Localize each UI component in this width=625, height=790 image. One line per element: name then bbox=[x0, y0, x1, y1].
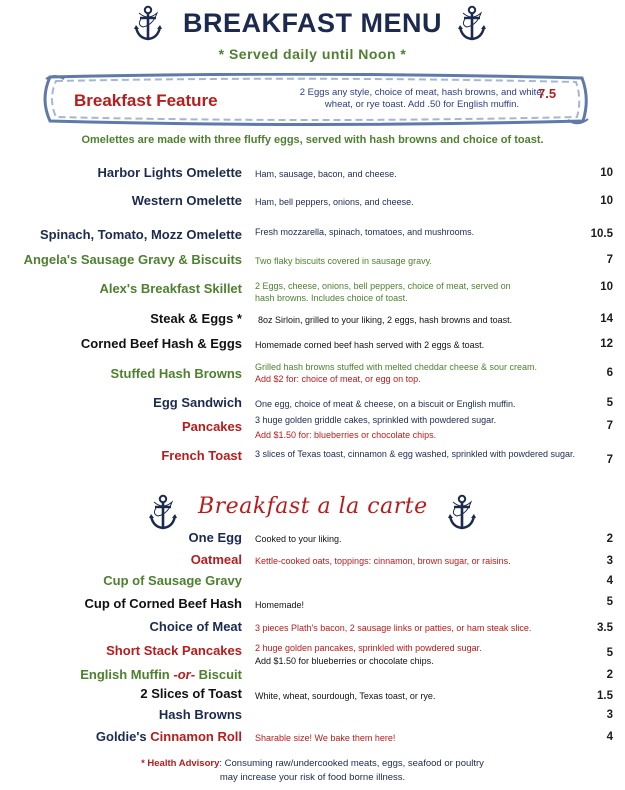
item-name: Egg Sandwich bbox=[153, 395, 242, 410]
item-description: Ham, sausage, bacon, and cheese. bbox=[255, 169, 397, 179]
item-price: 14 bbox=[600, 313, 613, 325]
alacarte-item-name bbox=[96, 729, 242, 744]
health-advisory-line1: : Consuming raw/undercooked meats, eggs, seafood or poultry bbox=[219, 758, 484, 769]
alacarte-item-description: White, wheat, sourdough, Texas toast, or rye. bbox=[255, 691, 436, 701]
item-price: 10.5 bbox=[590, 228, 613, 240]
alacarte-item-price: 1.5 bbox=[597, 690, 613, 702]
page-title: BREAKFAST MENU bbox=[182, 8, 442, 38]
item-price: 7 bbox=[606, 254, 613, 266]
item-name: Stuffed Hash Browns bbox=[110, 366, 242, 381]
item-description: Homemade corned beef hash served with 2 eggs & toast. bbox=[255, 340, 485, 350]
alacarte-item-description: 3 pieces Plath's bacon, 2 sausage links or patties, or ham steak slice. bbox=[255, 623, 532, 633]
item-price: 10 bbox=[600, 167, 613, 179]
item-description: Ham, bell peppers, onions, and cheese. bbox=[255, 197, 414, 207]
item-name: Harbor Lights Omelette bbox=[97, 165, 242, 180]
item-add-on: Add $2 for: choice of meat, or egg on top. bbox=[255, 374, 421, 384]
cinnamon-roll-label: Cinnamon Roll bbox=[150, 729, 242, 744]
anchor-icon bbox=[148, 494, 178, 532]
alacarte-item-name: Cup of Sausage Gravy bbox=[103, 573, 242, 588]
item-description: One egg, choice of meat & cheese, on a biscuit or English muffin. bbox=[255, 399, 516, 409]
item-description: 3 huge golden griddle cakes, sprinkled with powdered sugar. bbox=[255, 415, 497, 425]
item-description: Fresh mozzarella, spinach, tomatoes, and mushrooms. bbox=[255, 227, 475, 237]
alacarte-item-name: Oatmeal bbox=[190, 552, 242, 567]
alacarte-item-description: Kettle-cooked oats, toppings: cinnamon, brown sugar, or raisins. bbox=[255, 556, 511, 566]
alacarte-item-name bbox=[80, 667, 242, 682]
alacarte-item-price: 5 bbox=[606, 647, 613, 659]
item-add-on: Add $1.50 for: blueberries or chocolate chips. bbox=[255, 430, 437, 440]
biscuit-label: Biscuit bbox=[195, 667, 242, 682]
item-name: Spinach, Tomato, Mozz Omelette bbox=[39, 227, 242, 242]
feature-description: 2 Eggs any style, choice of meat, hash browns, and white, wheat, or rye toast. Add .50 for English muffin. bbox=[299, 87, 545, 110]
item-description: 8oz Sirloin, grilled to your liking, 2 eggs, hash browns and toast. bbox=[258, 315, 513, 325]
item-price: 6 bbox=[606, 367, 613, 379]
item-name: Angela's Sausage Gravy & Biscuits bbox=[23, 252, 242, 267]
served-note: * Served daily until Noon * bbox=[218, 46, 407, 62]
health-advisory bbox=[0, 757, 625, 785]
item-description: Two flaky biscuits covered in sausage gravy. bbox=[255, 256, 432, 266]
alacarte-item-price: 3 bbox=[606, 709, 613, 721]
item-description: Grilled hash browns stuffed with melted cheddar cheese & sour cream. bbox=[255, 362, 537, 372]
anchor-icon bbox=[447, 494, 477, 532]
feature-price: 7.5 bbox=[538, 86, 557, 101]
item-name: Steak & Eggs * bbox=[150, 311, 242, 326]
item-name: Pancakes bbox=[182, 419, 242, 434]
alacarte-item-name: Hash Browns bbox=[158, 707, 242, 722]
or-label: -or- bbox=[173, 667, 196, 682]
item-name: Alex's Breakfast Skillet bbox=[99, 281, 242, 296]
item-price: 7 bbox=[606, 420, 613, 432]
item-name: Corned Beef Hash & Eggs bbox=[80, 336, 242, 351]
item-description: 3 slices of Texas toast, cinnamon & egg washed, sprinkled with powdered sugar. bbox=[255, 449, 576, 459]
english-muffin-label: English Muffin bbox=[80, 667, 174, 682]
alacarte-item-price: 3 bbox=[606, 555, 613, 567]
alacarte-item-description: 2 huge golden pancakes, sprinkled with powdered sugar. bbox=[255, 643, 482, 653]
item-name: French Toast bbox=[161, 448, 242, 463]
health-advisory-line2: may increase your risk of food borne illness. bbox=[219, 772, 406, 783]
alacarte-item-price: 5 bbox=[606, 596, 613, 608]
alacarte-item-description: Homemade! bbox=[255, 600, 305, 610]
alacarte-item-price: 3.5 bbox=[597, 622, 613, 634]
item-price: 7 bbox=[606, 454, 613, 466]
health-advisory-label: * Health Advisory bbox=[141, 758, 220, 769]
alacarte-item-description: Sharable size! We bake them here! bbox=[255, 733, 396, 743]
alacarte-item-name: One Egg bbox=[188, 530, 242, 545]
item-price: 5 bbox=[606, 397, 613, 409]
anchor-icon bbox=[457, 5, 487, 43]
alacarte-item-price: 2 bbox=[606, 533, 613, 545]
alacarte-item-name: Short Stack Pancakes bbox=[106, 643, 242, 658]
goldies-label: Goldie's bbox=[95, 729, 151, 744]
item-price: 10 bbox=[600, 281, 613, 293]
alacarte-item-name: 2 Slices of Toast bbox=[140, 686, 242, 701]
item-name: Western Omelette bbox=[131, 193, 242, 208]
omelette-note: Omelettes are made with three fluffy eggs, served with hash browns and choice of toast. bbox=[81, 134, 544, 146]
alacarte-item-description: Cooked to your liking. bbox=[255, 534, 342, 544]
alacarte-item-price: 4 bbox=[606, 731, 613, 743]
alacarte-item-price: 2 bbox=[606, 669, 613, 681]
alacarte-item-add-on: Add $1.50 for blueberries or chocolate chips. bbox=[255, 656, 434, 666]
alacarte-title: Breakfast a la carte bbox=[198, 494, 428, 519]
feature-title: Breakfast Feature bbox=[74, 91, 218, 110]
item-price: 12 bbox=[600, 338, 613, 350]
alacarte-item-name: Cup of Corned Beef Hash bbox=[84, 596, 242, 611]
alacarte-item-name: Choice of Meat bbox=[149, 619, 242, 634]
item-price: 10 bbox=[600, 195, 613, 207]
alacarte-item-price: 4 bbox=[606, 575, 613, 587]
item-description: 2 Eggs, cheese, onions, bell peppers, choice of meat, served on hash browns. Includes choice of toast. bbox=[255, 281, 511, 303]
